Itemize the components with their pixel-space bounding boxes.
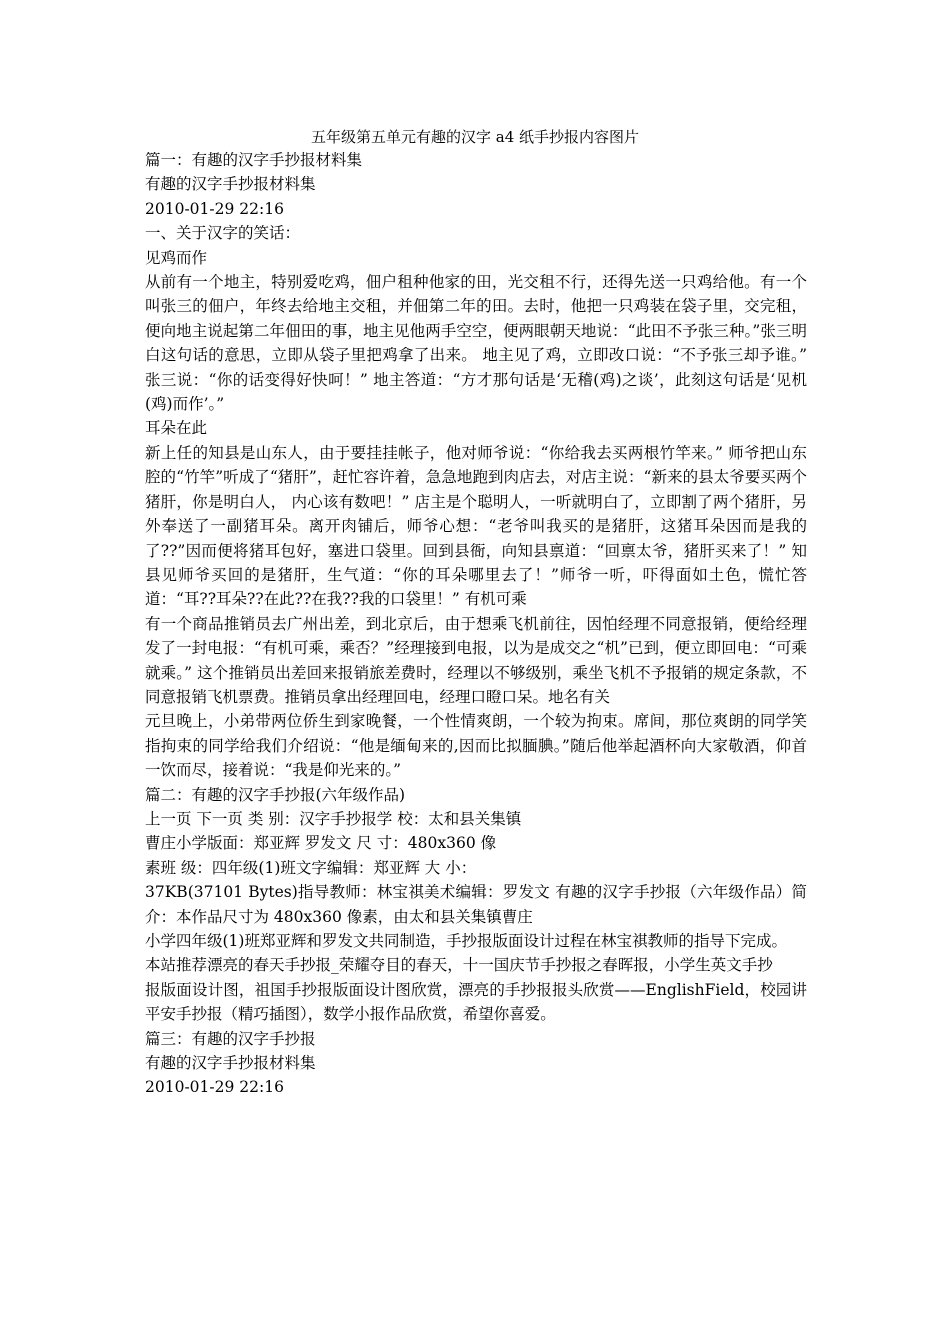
story-title: 见鸡而作 — [145, 248, 208, 267]
timestamp: 2010-01-29 22:16 — [145, 1078, 284, 1097]
paragraph: 元旦晚上，小弟带两位侨生到家晚餐，一个性情爽朗，一个较为拘束。席间，那位爽朗的同学笑指拘束的同学给我们介绍说：“他是缅甸来的,因而比拟腼腆。”随后他举起酒杯向大家敬酒，仰首一饮而尽，接着说：“我是仰光来的。” — [145, 712, 807, 780]
info-line: 曹庄小学版面：郑亚辉 罗发文 尺 寸：480x360 像 — [145, 834, 497, 853]
document-body — [145, 148, 807, 1100]
story-title: 耳朵在此 — [145, 419, 208, 438]
section-heading-1: 篇一：有趣的汉字手抄报材料集 — [145, 151, 363, 169]
paragraph: 报版面设计图，祖国手抄报版面设计图欣赏，漂亮的手抄报报头欣赏——EnglishField，校园讲平安手抄报（精巧插图），数学小报作品欣赏，希望你喜爱。 — [145, 980, 807, 1024]
paragraph: 本站推荐漂亮的春天手抄报_荣耀夺目的春天，十一国庆节手抄报之春晖报，小学生英文手抄 — [145, 956, 773, 975]
paragraph: 有一个商品推销员去广州出差，到北京后，由于想乘飞机前往，因怕经理不同意报销，便给经理发了一封电报：“有机可乘，乘否？”经理接到电报，以为是成交之“机”已到，便立即回电：“可乘就乘。” 这个推销员出差回来报销旅差费时，经理以不够级别，乘坐飞机不予报销的规定条款，不同意报销飞机票费。推销员拿出经理回电，经理口瞪口呆。地名有关 — [145, 614, 807, 706]
subsection-heading: 一、关于汉字的笑话： — [145, 224, 301, 243]
subtitle: 有趣的汉字手抄报材料集 — [145, 1054, 316, 1073]
section-heading-3: 篇三：有趣的汉字手抄报 — [145, 1029, 316, 1048]
info-line: 上一页 下一页 类 别：汉字手抄报学 校：太和县关集镇 — [145, 809, 522, 828]
subtitle: 有趣的汉字手抄报材料集 — [145, 175, 316, 194]
info-line: 素班 级：四年级(1)班文字编辑：郑亚辉 大 小： — [145, 858, 477, 877]
paragraph: 从前有一个地主，特别爱吃鸡，佃户租种他家的田，光交租不行，还得先送一只鸡给他。有一个叫张三的佃户，年终去给地主交租，并佃第二年的田。去时，他把一只鸡装在袋子里，交完租，便向地主说起第二年佃田的事，地主见他两手空空，便两眼朝天地说：“此田不予张三种。”张三明白这句话的意思，立即从袋子里把鸡拿了出来。 地主见了鸡，立即改口说：“不予张三却予谁。” 张三说：“你的话变得好快呵！” 地主答道：“方才那句话是‘无稽(鸡)之谈’，此刻这句话是‘见机(鸡)而作’。” — [145, 273, 807, 414]
info-line: 37KB(37101 Bytes)指导教师：林宝祺美术编辑：罗发文 有趣的汉字手抄报（六年级作品）简介：本作品尺寸为 480x360 像素，由太和县关集镇曹庄 — [145, 883, 807, 926]
timestamp: 2010-01-29 22:16 — [145, 199, 284, 218]
section-heading-2: 篇二：有趣的汉字手抄报(六年级作品) — [145, 785, 406, 804]
paragraph: 小学四年级(1)班郑亚辉和罗发文共同制造，手抄报版面设计过程在林宝祺教师的指导下完成。 — [145, 932, 787, 950]
document-title: 五年级第五单元有趣的汉字 a4 纸手抄报内容图片 — [310, 128, 640, 146]
paragraph: 新上任的知县是山东人，由于要挂挂帐子，他对师爷说：“你给我去买两根竹竿来。” 师爷把山东腔的“竹竿”听成了“猪肝”，赶忙容许着，急急地跑到肉店去，对店主说：“新来的县太爷要买两个猪肝，你是明白人， 内心该有数吧！” 店主是个聪明人，一听就明白了，立即割了两个猪肝，另外奉送了一副猪耳朵。离开肉铺后，师爷心想：“老爷叫我买的是猪肝，这猪耳朵因而是我的了??”因而便将猪耳包好，塞进口袋里。回到县衙，向知县禀道：“回禀太爷，猪肝买来了！” 知县见师爷买回的是猪肝，生气道：“你的耳朵哪里去了！”师爷一听，吓得面如土色，慌忙答道：“耳??耳朵??在此??在我??我的口袋里！” 有机可乘 — [145, 443, 807, 609]
